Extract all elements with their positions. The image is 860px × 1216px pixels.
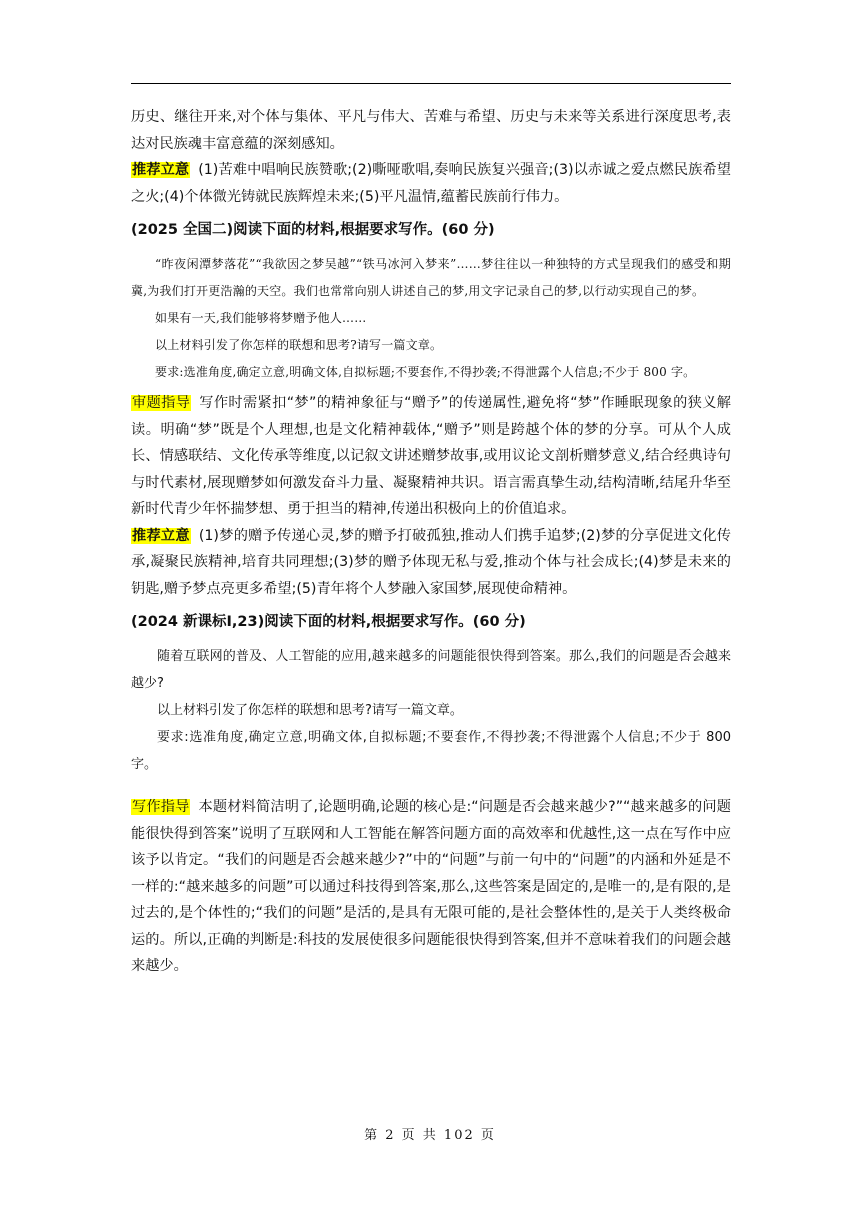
material-2025-p1: “昨夜闲潭梦落花”“我欲因之梦吴越”“铁马冰河入梦来”……梦往往以一种独特的方式呈现我们的感受和期冀,为我们打开更浩瀚的天空。我们也常常向别人讲述自己的梦,用文字记录自己的梦,以行动实现自己的梦。 <box>131 257 731 298</box>
guide-2024 <box>131 794 731 980</box>
material-2025-p4: 要求:选准角度,确定立意,明确文体,自拟标题;不要套作,不得抄袭;不得泄露个人信息;不少于 800 字。 <box>155 365 696 379</box>
recommended-ideas-tag: 推荐立意 <box>132 162 190 178</box>
guide-2024-tag: 写作指导 <box>132 799 190 815</box>
material-2024-p2: 以上材料引发了你怎样的联想和思考?请写一篇文章。 <box>157 703 463 718</box>
header-rule <box>131 83 731 84</box>
page-footer: 第 2 页 共 102 页 <box>364 1128 496 1143</box>
guide-2024-text: 本题材料简洁明了,论题明确,论题的核心是:“问题是否会越来越少?”“越来越多的问题能很快得到答案”说明了互联网和人工智能在解答问题方面的高效率和优越性,这一点在写作中应该予以肯定。“我们的问题是否会越来越少?”中的“问题”与前一句中的“问题”的内涵和外延是不一样的:“越来越多的问题”可以通过科技得到答案,那么,这些答案是固定的,是唯一的,是有限的,是过去的,是个体性的;“我们的问题”是活的,是具有无限可能的,是社会整体性的,是关于人类终极命运的。所以,正确的判断是:科技的发展使很多问题能很快得到答案,但并不意味着我们的问题会越来越少。 <box>131 799 731 974</box>
recommended-ideas-2-tag: 推荐立意 <box>132 527 190 544</box>
page-content <box>131 104 731 980</box>
material-2024-p3: 要求:选准角度,确定立意,明确文体,自拟标题;不要套作,不得抄袭;不得泄露个人信息;不少于 800 字。 <box>131 730 731 772</box>
material-2025-p2: 如果有一天,我们能够将梦赠予他人…… <box>155 311 367 325</box>
recommended-ideas-2 <box>131 523 731 603</box>
recommended-ideas-2-text: (1)梦的赠予传递心灵,梦的赠予打破孤独,推动人们携手追梦;(2)梦的分享促进文化传承,凝聚民族精神,培育共同理想;(3)梦的赠予体现无私与爱,推动个体与社会成长;(4)梦是未来的钥匙,赠予梦点亮更多希望;(5)青年将个人梦融入家国梦,展现使命精神。 <box>131 527 731 597</box>
recommended-ideas-1 <box>131 157 731 210</box>
question-2025-title: (2025 全国二)阅读下面的材料,根据要求写作。(60 分) <box>131 222 495 238</box>
guide-2025-tag: 审题指导 <box>132 395 191 411</box>
continuation-paragraph: 历史、继往开来,对个体与集体、平凡与伟大、苦难与希望、历史与未来等关系进行深度思考,表达对民族魂丰富意蕴的深刻感知。 <box>131 109 731 152</box>
question-2024-title: (2024 新课标Ⅰ,23)阅读下面的材料,根据要求写作。(60 分) <box>131 614 526 630</box>
guide-2025-text: 写作时需紧扣“梦”的精神象征与“赠予”的传递属性,避免将“梦”作睡眠现象的狭义解读。明确“梦”既是个人理想,也是文化精神载体,“赠予”则是跨越个体的梦的分享。可从个人成长、情感联结、文化传承等维度,以记叙文讲述赠梦故事,或用议论文剖析赠梦意义,结合经典诗句与时代素材,展现赠梦如何激发奋斗力量、凝聚精神共识。语言需真挚生动,结构清晰,结尾升华至新时代青少年怀揣梦想、勇于担当的精神,传递出积极向上的价值追求。 <box>131 395 731 517</box>
material-2024-p1: 随着互联网的普及、人工智能的应用,越来越多的问题能很快得到答案。那么,我们的问题是否会越来越少? <box>131 649 731 691</box>
material-2025-p3: 以上材料引发了你怎样的联想和思考?请写一篇文章。 <box>155 338 443 352</box>
recommended-ideas-text: (1)苦难中唱响民族赞歌;(2)嘶哑歌唱,奏响民族复兴强音;(3)以赤诚之爱点燃民族希望之火;(4)个体微光铸就民族辉煌未来;(5)平凡温情,蕴蓄民族前行伟力。 <box>131 162 731 205</box>
guide-2025 <box>131 390 731 523</box>
